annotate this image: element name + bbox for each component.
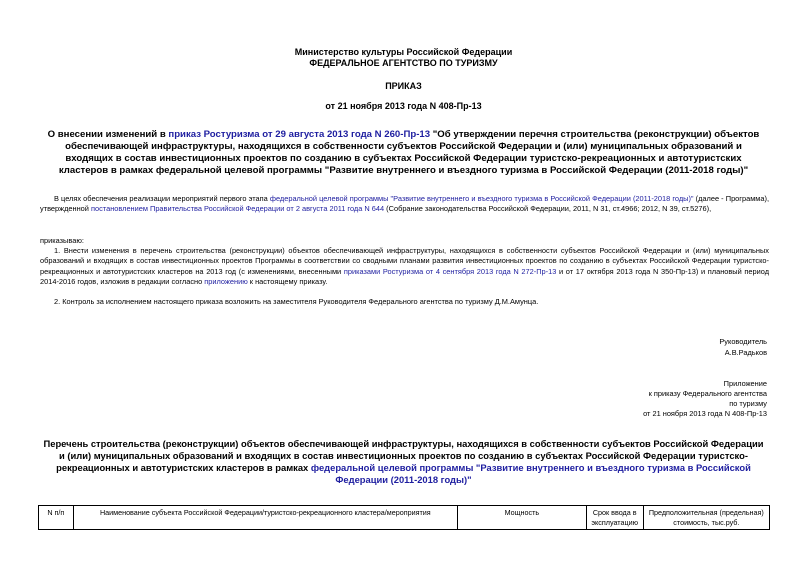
list-title-text: Перечень строительства (реконструкции) объектов обеспечивающей инфраструктуры, находящихся в собственности субъектов Российской Федерации и (или) муниципальных образований и входящих в состав инвестиционных проектов по созданию в субъектах Российской Федерации туристско-рекреационных и автотуристских кластеров в рамках — [43, 438, 764, 473]
agency-name: ФЕДЕРАЛЬНОЕ АГЕНТСТВО ПО ТУРИЗМУ — [309, 58, 498, 68]
document-date-number: от 21 ноября 2013 года N 408-Пр-13 — [325, 101, 482, 111]
decree-link[interactable]: постановлением Правительства Российской Федерации от 2 августа 2011 года N 644 — [90, 204, 385, 214]
preamble-paragraph — [40, 194, 769, 215]
list-title-link[interactable]: федеральной целевой программы "Развитие внутреннего и въездного туризма в Российской Федерации (2011-2018 годы)" — [310, 462, 751, 485]
signature-name: А.В.Радьков — [724, 348, 767, 357]
ministry-name: Министерство культуры Российской Федерации — [294, 47, 513, 57]
list-title — [40, 438, 767, 486]
item1-text-1: 1. Внести изменения в перечень строительства (реконструкции) объектов обеспечивающей инфраструктуры, находящихся в собственности субъектов Российской Федерации и (или) муниципальных образований и входящих в состав инвестиционных проектов Программы в соответствии со сводными планами развития инвестиционных проектов по созданию в субъектах Российской Федерации туристско-рекреационных и автотуристских кластеров на 2013 год (с изменениями, внесенными — [40, 246, 769, 276]
item1-text-3: к настоящему приказу. — [247, 277, 328, 287]
col-capacity: Мощность — [458, 506, 587, 530]
col-cost: Предположительная (предельная) стоимость, тыс.руб. — [643, 506, 769, 530]
item-2: 2. Контроль за исполнением настоящего приказа возложить на заместителя Руководителя Федерального агентства по туризму Д.М.Амунца. — [54, 297, 539, 306]
item-1 — [40, 246, 769, 288]
appendix-line-2: к приказу Федерального агентства — [648, 389, 767, 398]
title-link[interactable]: приказ Ростуризма от 29 августа 2013 года N 260-Пр-13 — [168, 129, 431, 140]
program-link[interactable]: федеральной целевой программы "Развитие внутреннего и въездного туризма в Российской Федерации (2011-2018 годы)" — [269, 194, 694, 203]
order-title — [40, 129, 767, 177]
preamble-text-3: (Собрание законодательства Российской Федерации, 2011, N 31, ст.4966; 2012, N 39, ст.5276), — [384, 204, 712, 214]
appendix-line-1: Приложение — [723, 379, 767, 388]
title-rest: "Об утверждении перечня строительства (реконструкции) объектов обеспечивающей инфраструктуры, находящихся в собственности субъектов Российской Федерации и (или) муниципальных образований и входящих в состав инвестиционных проектов по созданию в субъектах Российской Федерации туристско-рекреационных и автотуристских кластеров в рамках федеральной целевой программы "Развитие внутреннего и въездного туризма в Российской Федерации (2011-2018 годы)" — [58, 129, 760, 176]
item1-text-2: и от 17 октября 2013 года N 350-Пр-13) и плановый период 2014-2016 годов, изложив в редакции согласно — [40, 266, 770, 287]
appendix-link[interactable]: приложению — [204, 277, 248, 287]
signature-position: Руководитель — [719, 337, 767, 346]
orders-link[interactable]: приказами Ростуризма от 4 сентября 2013 года N 272-Пр-13 — [343, 266, 557, 276]
col-name: Наименование субъекта Российской Федерации/туристско-рекреационного кластера/мероприятия — [73, 506, 457, 530]
preamble-text-1: В целях обеспечения реализации мероприятий первого этапа — [54, 194, 270, 203]
title-prefix: О внесении изменений в — [47, 129, 169, 140]
order-word: приказываю: — [40, 236, 84, 245]
document-type: ПРИКАЗ — [385, 81, 422, 91]
appendix-line-3: по туризму — [729, 399, 767, 408]
table-header-row — [39, 506, 770, 530]
appendix-line-4: от 21 ноября 2013 года N 408-Пр-13 — [643, 409, 767, 418]
col-number: N п/п — [39, 506, 74, 530]
preamble-text-2: (далее - Программа), утвержденной — [40, 194, 769, 214]
col-commission-date: Срок ввода в эксплуатацию — [586, 506, 643, 530]
objects-table — [38, 505, 770, 530]
